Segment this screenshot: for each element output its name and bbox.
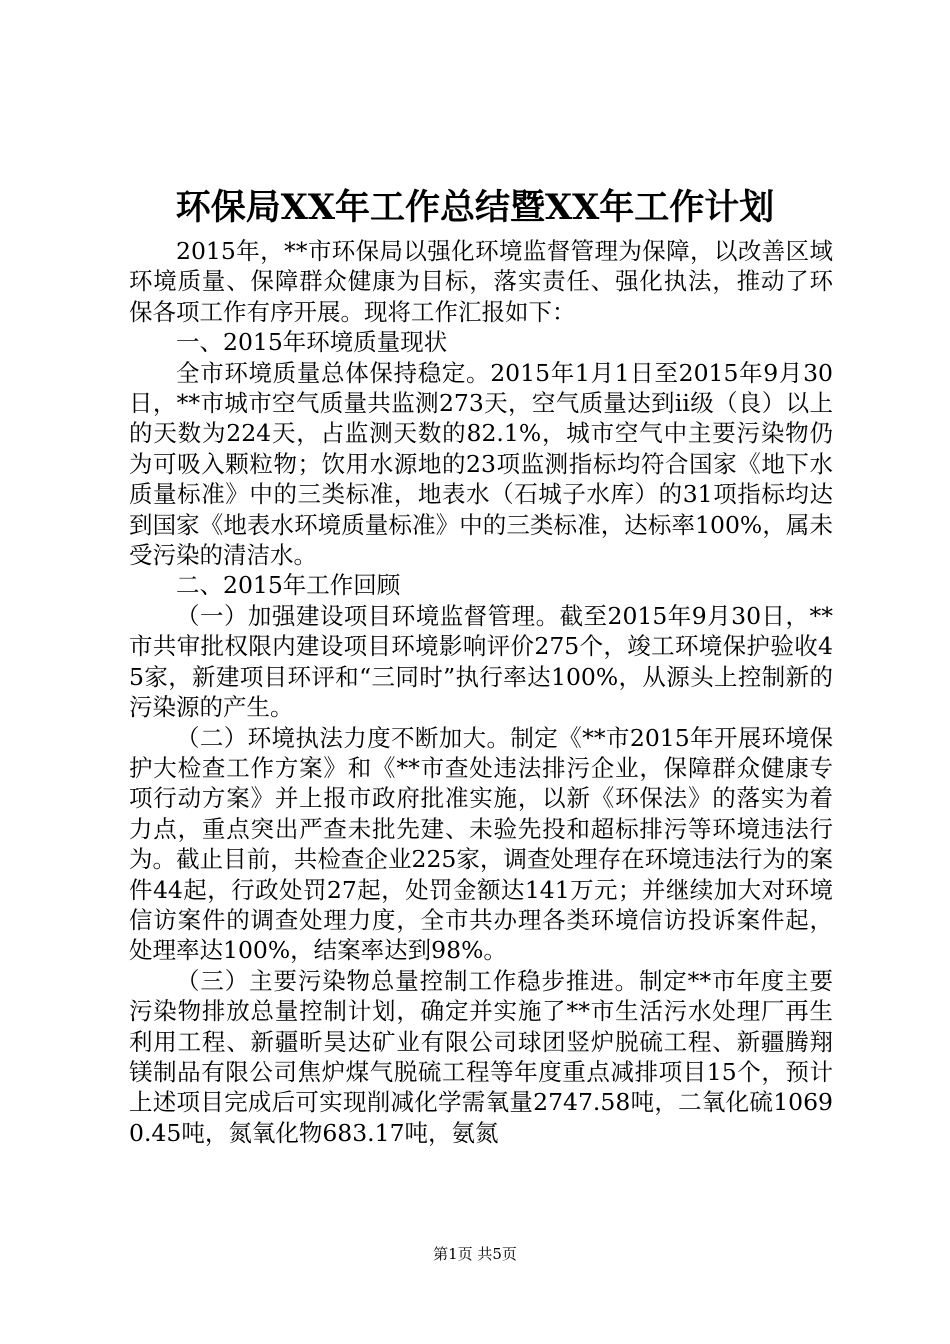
- page-number-footer: 第1页 共5页: [433, 1245, 517, 1263]
- review-item-3-paragraph: （三）主要污染物总量控制工作稳步推进。制定**市年度主要污染物排放总量控制计划，确定并实施了**市生活污水处理厂再生利用工程、新疆昕昊达矿业有限公司球团竖炉脱硫工程、新疆腾翔镁制品有限公司焦炉煤气脱硫工程等年度重点减排项目15个，预计上述项目完成后可实现削减化学需氧量2747.58吨，二氧化硫10690.45吨，氮氧化物683.17吨，氨氮: [129, 966, 833, 1147]
- review-item-2-paragraph: （二）环境执法力度不断加大。制定《**市2015年开展环境保护大检查工作方案》和《**市查处违法排污企业，保障群众健康专项行动方案》并上报市政府批准实施，以新《环保法》的落实为着力点，重点突出严查未批先建、未验先投和超标排污等环境违法行为。截止目前，共检查企业225家，调查处理存在环境违法行为的案件44起，行政处罚27起，处罚金额达141万元；并继续加大对环境信访案件的调查处理力度，全市共办理各类环境信访投诉案件起，处理率达100%，结案率达到98%。: [129, 723, 833, 965]
- document-title: 环保局XX年工作总结暨XX年工作计划: [175, 187, 775, 228]
- section-heading-work-review: 二、2015年工作回顾: [176, 571, 401, 600]
- document-body: [129, 236, 833, 1148]
- review-item-1-paragraph: （一）加强建设项目环境监督管理。截至2015年9月30日，**市共审批权限内建设项目环境影响评价275个，竣工环境保护验收45家，新建项目环评和“三同时”执行率达100%，从源头上控制新的污染源的产生。: [129, 601, 833, 722]
- intro-paragraph: 2015年，**市环保局以强化环境监督管理为保障，以改善区域环境质量、保障群众健康为目标，落实责任、强化执法，推动了环保各项工作有序开展。现将工作汇报如下：: [129, 237, 833, 326]
- environment-quality-paragraph: 全市环境质量总体保持稳定。2015年1月1日至2015年9月30日，**市城市空气质量共监测273天，空气质量达到ii级（良）以上的天数为224天，占监测天数的82.1%，城市空气中主要污染物仍为可吸入颗粒物；饮用水源地的23项监测指标均符合国家《地下水质量标准》中的三类标准，地表水（石城子水库）的31项指标均达到国家《地表水环境质量标准》中的三类标准，达标率100%，属未受污染的清洁水。: [129, 358, 833, 570]
- section-heading-environment-quality: 一、2015年环境质量现状: [176, 328, 448, 357]
